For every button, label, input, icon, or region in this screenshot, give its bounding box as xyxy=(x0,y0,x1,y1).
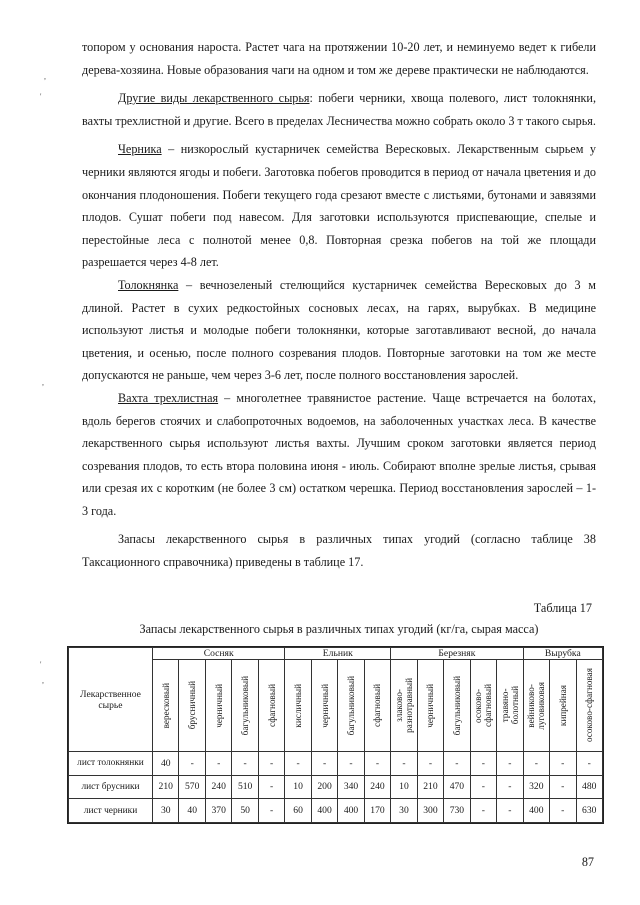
column-header-label: сфагновый xyxy=(266,684,277,727)
table-cell: - xyxy=(232,752,258,776)
table-cell: 400 xyxy=(338,799,364,823)
column-header xyxy=(205,660,231,752)
paragraph-text: – многолетнее травянистое растение. Чаще встречается на болотах, вдоль берегов стоячих и слабопроточных водоемов, на заболоченных участках леса. В качестве лекарственного сырья используют листья вахты. Лучшим сроком заготовки является период созревания плодов, то есть втора половина июня - июль. Собирают вполне зрелые листья, срывая или срезая их с коротким (не более 3 см) остатком черешка. Период восстановления зарослей – 1-3 года. xyxy=(82,390,596,518)
table-cell: 40 xyxy=(179,799,205,823)
column-header xyxy=(311,660,337,752)
table-cell: 630 xyxy=(576,799,603,823)
table-cell: - xyxy=(497,775,523,799)
column-header xyxy=(338,660,364,752)
table-cell: 210 xyxy=(417,775,443,799)
column-header xyxy=(153,660,179,752)
paragraph-bogbean xyxy=(82,387,596,523)
reserves-table xyxy=(67,646,604,824)
column-header-label: кипрейная xyxy=(557,684,568,727)
table-cell: 240 xyxy=(205,775,231,799)
column-header xyxy=(364,660,390,752)
table-cell: 50 xyxy=(232,799,258,823)
column-header-label: багульниковый xyxy=(346,675,357,736)
column-header xyxy=(470,660,496,752)
paragraph-chaga xyxy=(82,36,596,81)
paragraph-bearberry xyxy=(82,274,596,387)
table-cell: - xyxy=(258,775,284,799)
table-row xyxy=(69,752,603,776)
table-cell: 730 xyxy=(444,799,470,823)
group-header: Ельник xyxy=(285,648,391,660)
page-number: 87 xyxy=(581,855,594,869)
table-cell: - xyxy=(391,752,417,776)
column-header xyxy=(179,660,205,752)
column-header-label: брусничный xyxy=(187,681,198,730)
body-text xyxy=(82,36,596,574)
column-header xyxy=(391,660,417,752)
table-cell: 210 xyxy=(153,775,179,799)
column-header xyxy=(285,660,311,752)
column-header-label: черничный xyxy=(213,683,224,728)
paragraph-text: – низкорослый кустарничек семейства Вересковых. Лекарственным сырьем у черники являются ягоды и побеги. Заготовка побегов проводится в период от начала цветения и до окончания плодоношения. Побеги текущего года срезают вместе с листьями, бутонами и завязями плодов. Сушат побеги под навесом. Для заготовки используются приспевающие, спелые и перестойные леса с полнотой менее 0,8. Повторная срезка побегов на той же площади разрешается через 4-8 лет. xyxy=(82,142,596,270)
group-header: Сосняк xyxy=(153,648,285,660)
table-cell: - xyxy=(444,752,470,776)
paragraph-term: Толокнянка xyxy=(118,277,179,292)
column-header xyxy=(576,660,603,752)
paragraph-reserves xyxy=(82,528,596,573)
table-cell: 370 xyxy=(205,799,231,823)
column-header-label: багульниковый xyxy=(451,675,462,736)
paragraph-term: Другие виды лекарственного сырья xyxy=(118,91,310,106)
table-row xyxy=(69,799,603,823)
column-header xyxy=(232,660,258,752)
group-header: Березняк xyxy=(391,648,523,660)
column-header-label: травяно- болотный xyxy=(499,686,520,725)
table-cell: - xyxy=(550,752,576,776)
table-cell: - xyxy=(179,752,205,776)
column-header-label: осоково-сфагновая xyxy=(584,668,595,743)
column-header-label: кисличный xyxy=(293,683,304,728)
row-name: лист брусники xyxy=(69,775,153,799)
table-cell: - xyxy=(576,752,603,776)
row-name: лист толокнянки xyxy=(69,752,153,776)
column-header xyxy=(417,660,443,752)
scan-mark: ' xyxy=(40,660,42,669)
column-header-label: злаково- разнотравный xyxy=(393,678,414,733)
table-title: Запасы лекарственного сырья в различных типах угодий (кг/га, сырая масса) xyxy=(139,622,539,636)
column-header xyxy=(444,660,470,752)
table-cell: - xyxy=(364,752,390,776)
table-cell: 400 xyxy=(523,799,549,823)
scan-mark: , xyxy=(42,676,44,685)
column-header xyxy=(258,660,284,752)
table-cell: 40 xyxy=(153,752,179,776)
table-cell: - xyxy=(497,799,523,823)
table-cell: 470 xyxy=(444,775,470,799)
table-cell: - xyxy=(205,752,231,776)
table-row xyxy=(69,775,603,799)
table-cell: 320 xyxy=(523,775,549,799)
paragraph-text: Запасы лекарственного сырья в различных типах угодий (согласно таблице 38 Таксационного справочника) приведены в таблице 17. xyxy=(82,532,596,570)
paragraph-term: Вахта трехлистная xyxy=(118,390,219,405)
table-cell: 30 xyxy=(153,799,179,823)
table-cell: 170 xyxy=(364,799,390,823)
table-cell: - xyxy=(311,752,337,776)
table-cell: 300 xyxy=(417,799,443,823)
table-grid xyxy=(68,647,603,823)
column-header-label: вересковый xyxy=(160,682,171,729)
table-cell: - xyxy=(285,752,311,776)
paragraph-text: – вечнозеленый стелющийся кустарничек семейства Вересковых до 3 м длиной. Растет в сухих редкостойных сосновых лесах, на гарях, вырубках. В медицине используют листья и молодые побеги толокнянки, которые заготавливают весной, до начала цветения, и осенью, после полного созревания плодов. Повторные заготовки на том же месте допускаются не раньше, чем через 3-6 лет, после полного восстановления зарослей. xyxy=(82,277,596,383)
scan-mark: , xyxy=(42,378,44,387)
table-cell: 400 xyxy=(311,799,337,823)
row-name: лист черники xyxy=(69,799,153,823)
table-cell: 570 xyxy=(179,775,205,799)
paragraph-bilberry xyxy=(82,138,596,274)
table-cell: - xyxy=(497,752,523,776)
table-cell: - xyxy=(258,752,284,776)
column-header-label: черничный xyxy=(425,683,436,728)
paragraph-other-herbs xyxy=(82,87,596,132)
column-header-label: черничный xyxy=(319,683,330,728)
column-header-label: вейниково- луговиковая xyxy=(526,681,547,730)
table-cell: - xyxy=(523,752,549,776)
column-header xyxy=(497,660,523,752)
table-cell: 60 xyxy=(285,799,311,823)
table-cell: 200 xyxy=(311,775,337,799)
table-cell: 10 xyxy=(391,775,417,799)
paragraph-text: : побеги черники, хвоща полевого, лист толокнянки, вахты трехлистной и другие. Всего в пределах Лесничества можно собрать около 3 т такого сырья. xyxy=(82,91,596,128)
scan-mark: ' xyxy=(40,92,42,101)
table-cell: - xyxy=(417,752,443,776)
table-cell: - xyxy=(470,775,496,799)
table-cell: 30 xyxy=(391,799,417,823)
scan-mark: , xyxy=(44,72,46,81)
table-cell: - xyxy=(338,752,364,776)
table-cell: 480 xyxy=(576,775,603,799)
table-cell: - xyxy=(470,752,496,776)
table-cell: - xyxy=(258,799,284,823)
row-header: Лекарственное сырье xyxy=(69,648,153,752)
column-header-label: осоково- сфагновый xyxy=(473,684,494,727)
column-header xyxy=(550,660,576,752)
column-header-label: багульниковый xyxy=(240,675,251,736)
paragraph-text: топором у основания нароста. Растет чага на протяжении 10-20 лет, и неминуемо ведет к гибели дерева-хозяина. Новые образования чаги на одном и том же дереве практически не наблюдаются. xyxy=(82,40,596,77)
table-cell: 340 xyxy=(338,775,364,799)
table-cell: - xyxy=(470,799,496,823)
group-header: Вырубка xyxy=(523,648,602,660)
table-cell: 510 xyxy=(232,775,258,799)
table-cell: 10 xyxy=(285,775,311,799)
column-header xyxy=(523,660,549,752)
table-cell: - xyxy=(550,799,576,823)
table-cell: 240 xyxy=(364,775,390,799)
column-header-label: сфагновый xyxy=(372,684,383,727)
table-cell: - xyxy=(550,775,576,799)
paragraph-term: Черника xyxy=(118,142,162,157)
table-number: Таблица 17 xyxy=(533,601,592,615)
